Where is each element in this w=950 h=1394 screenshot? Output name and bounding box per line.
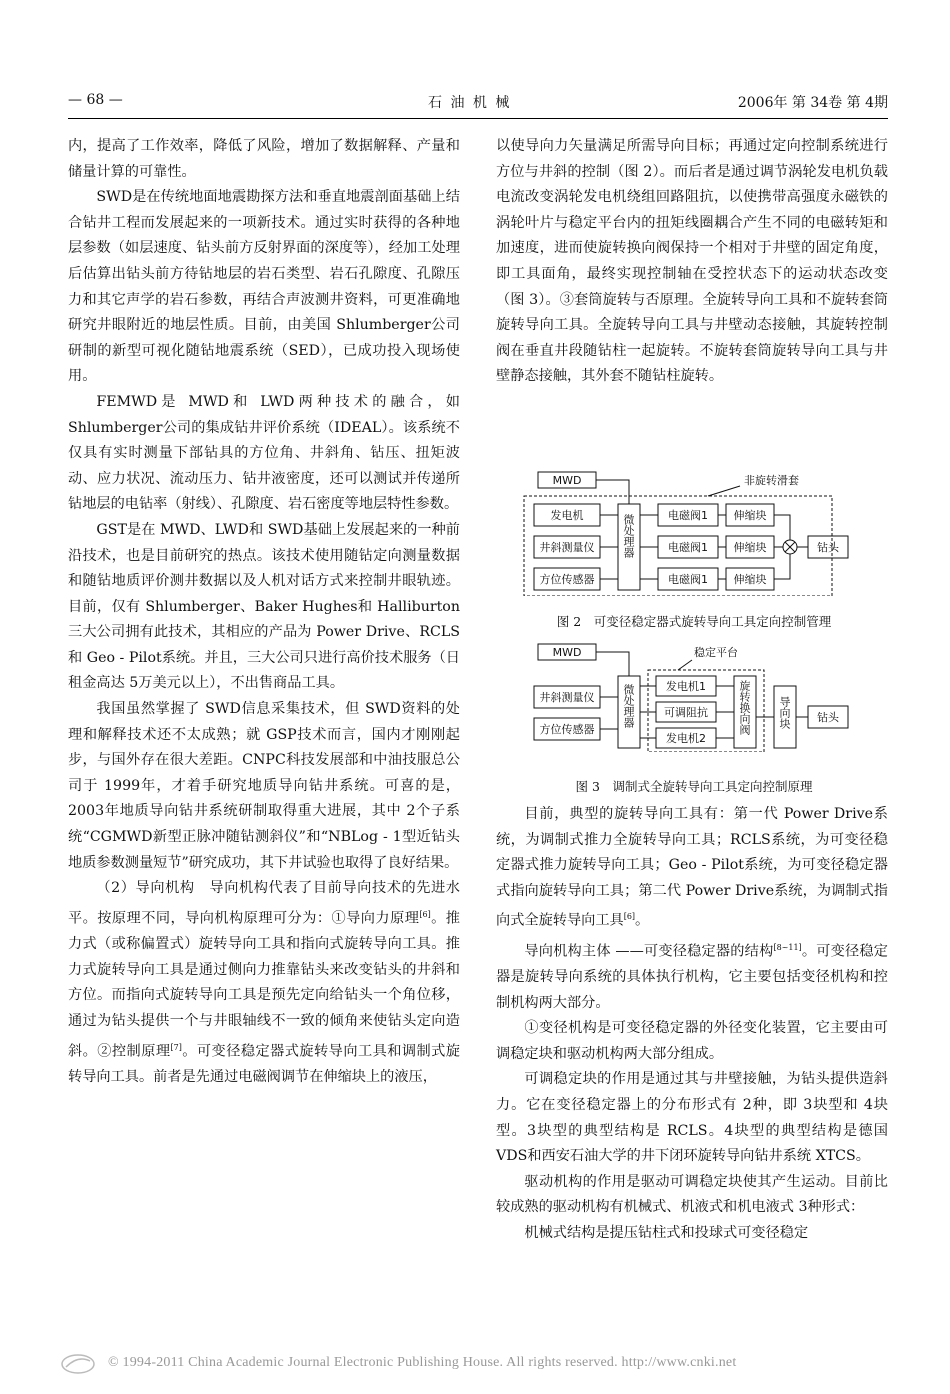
figure-3 [508,642,878,752]
valve-label: 电磁阀1 [668,509,708,522]
bit-label: 钻头 [817,711,839,724]
paragraph: 机械式结构是提压钻柱式和投球式可变径稳定 [524,1224,809,1241]
cnki-logo-icon [60,1353,96,1375]
copyright-footer [60,1351,910,1379]
bit-label: 钻头 [817,541,839,554]
issue-info: 2006年 第 34卷 第 4期 [737,95,888,111]
paragraph: 导向机构主体 ——可变径稳定器的结构[8~11]。可变径稳定器是旋转导向系统的具体执行机构，它主要包括变径机构和控制机构两大部分。 [496,942,888,1011]
valve-label: 电磁阀1 [668,541,708,554]
input-label: 发电机 [550,509,584,522]
mwd-box: MWD [552,646,582,659]
figure-2-caption: 图 2 可变径稳定器式旋转导向工具定向控制管理 [556,614,832,629]
generator-label: 发电机2 [666,732,706,745]
paragraph: 可调稳定块的作用是通过其与井壁接触，为钻头提供造斜力。它在变径稳定器上的分布形式有 2种，即 3块型和 4块型。3块型的典型结构是 RCLS。4块型的典型结构是德国 VDS和西安石油大学的井下闭环旋转导向钻井系统 XTCS。 [496,1071,888,1165]
processor-label: 微处理器 [622,514,635,558]
citation[interactable]: [6] [623,912,636,922]
citation[interactable]: [7] [170,1042,182,1052]
mwd-box: MWD [552,474,582,487]
paragraph: 以使导向力矢量满足所需导向目标；再通过定向控制系统进行方位与井斜的控制（图 2）。而后者是通过调节涡轮发电机负载电流改变涡轮发电机绕组回路阻抗，以使携带高强度永磁铁的涡轮叶片与稳定平台内的扭矩线圈耦合产生不同的电磁转矩和加速度，进而使旋转换向阀保持一个相对于井壁的固定角度，即工具面角，最终实现控制轴在受控状态下的运动状态改变（图 3）。③套筒旋转与否原理。全旋转导向工具和不旋转套筒旋转导向工具。全旋转导向工具与井壁动态接触，其旋转控制阀在垂直井段随钻柱一起旋转。不旋转套筒旋转导向工具与井壁静态接触，其外套不随钻柱旋转。 [496,138,888,385]
processor-label: 微处理器 [622,684,635,728]
platform-label: 稳定平台 [694,646,738,659]
block-label: 伸缩块 [733,573,767,586]
block-label: 伸缩块 [733,509,767,522]
journal-title: 石 油 机 械 [428,95,512,111]
figure-2 [508,470,878,596]
copyright-text: © 1994-2011 China Academic Journal Electronic Publishing House. All rights reserved. http://www.cnki.net [108,1355,737,1370]
right-column-top [496,134,888,390]
block-label: 伸缩块 [733,541,767,554]
guide-label: 导向块 [778,696,791,729]
input-label: 方位传感器 [539,573,595,586]
paragraph: 我国虽然掌握了 SWD信息采集技术，但 SWD资料的处理和解释技术还不太成熟；就 GSP技术而言，国内才刚刚起步，与国外存在很大差距。CNPC科技发展部和中油技服总公司于 1999年，才着手研究地质导向钻井系统。可喜的是，2003年地质导向钻井系统研制取得重大进展，其中 2个子系统“CGMWD新型正脉冲随钻测斜仪”和“NBLog - 1型近钻头地质参数测量短节”研究成功，其下井试验也取得了良好结果。 [68,701,460,871]
figure-3-caption: 图 3 调制式全旋转导向工具定向控制原理 [575,779,813,794]
citation[interactable]: [6] [419,909,431,919]
page-number: — 68 — [68,92,123,108]
input-label: 方位传感器 [539,723,595,736]
input-label: 井斜测量仪 [539,691,595,704]
paragraph: GST是在 MWD、LWD和 SWD基础上发展起来的一种前沿技术，也是目前研究的热点。该技术使用随钻定向测量数据和随钻地质评价测井数据以及人机对话方式来控制井眼轨迹。目前，仅有 Shlumberger、Baker Hughes和 Halliburton三大公司拥有此技术，其相应的产品为 Power Drive、RCLS和 Geo - Pilot系统。并且，三大公司只进行高价技术服务（日租金高达 5万美元以上），不出售商品工具。 [68,521,460,692]
paragraph: 内，提高了工作效率，降低了风险，增加了数据解释、产量和储量计算的可靠性。 [68,138,460,180]
valve-label: 电磁阀1 [668,573,708,586]
valve-label: 旋转换向阀 [738,680,751,735]
input-label: 井斜测量仪 [539,541,595,554]
page-header [68,92,888,116]
paragraph: FEMWD是 MWD和 LWD两种技术的融合，如 Shlumberger公司的集成钻井评价系统（IDEAL）。该系统不仅具有实时测量下部钻具的方位角、井斜角、钻压、扭矩波动、应力状况、流动压力、钻井液密度，还可以测试并传递所钻地层的电钻率（射线）、孔隙度、岩石密度等地层特性参数。 [68,393,460,513]
paragraph: 驱动机构的作用是驱动可调稳定块使其产生运动。目前比较成熟的驱动机构有机械式、机液式和机电液式 3种形式： [496,1173,888,1216]
paragraph: ①变径机构是可变径稳定器的外径变化装置，它主要由可调稳定块和驱动机构两大部分组成。 [496,1020,888,1062]
left-column [68,134,460,1090]
paragraph: （2）导向机构 导向机构代表了目前导向技术的先进水平。按原理不同，导向机构原理可分为：①导向力原理[6]。推力式（或称偏置式）旋转导向工具和指向式旋转导向工具。推力式旋转导向工具是通过侧向力推靠钻头来改变钻头的井斜和方位。而指向式旋转导向工具是预先定向给钻头一个角位移，通过为钻头提供一个与井眼轴线不一致的倾角来使钻头定向造斜。②控制原理[7]。可变径稳定器式旋转导向工具和调制式旋转导向工具。前者是先通过电磁阀调节在伸缩块上的液压， [68,880,460,1085]
paragraph: 目前，典型的旋转导向工具有：第一代 Power Drive系统，为调制式推力全旋转导向工具；RCLS系统，为可变径稳定器式推力旋转导向工具；Geo - Pilot系统，为可变径稳定器式指向旋转导向工具；第二代 Power Drive系统，为调制式指向式全旋转导向工具[6]。 [496,806,888,930]
header-rule [68,118,888,119]
generator-label: 发电机1 [666,680,706,693]
paragraph: SWD是在传统地面地震勘探方法和垂直地震剖面基础上结合钻井工程而发展起来的一项新技术。通过实时获得的各种地层参数（如层速度、钻头前方反射界面的深度等），经加工处理后估算出钻头前方待钻地层的岩石类型、岩石孔隙度、孔隙压力和其它声学的岩石参数，再结合声波测井资料，可更准确地研究井眼附近的地层性质。目前，由美国 Shlumberger公司研制的新型可视化随钻地震系统（SED），已成功投入现场使用。 [68,189,460,385]
citation[interactable]: [8~11] [773,942,802,952]
sleeve-label: 非旋转滑套 [744,474,799,487]
right-column-bottom [496,802,888,1247]
impedance-label: 可调阻抗 [664,706,708,719]
